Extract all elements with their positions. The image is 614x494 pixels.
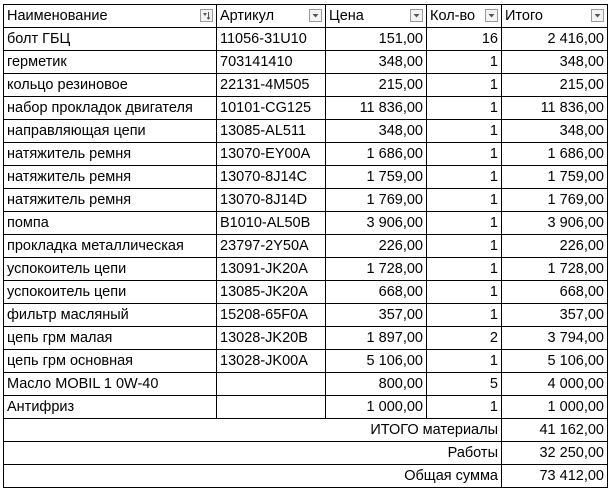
cell-total[interactable]: 226,00 xyxy=(502,235,608,258)
cell-price[interactable]: 1 759,00 xyxy=(326,166,427,189)
cell-article[interactable]: 13091-JK20A xyxy=(217,258,326,281)
cell-total[interactable]: 348,00 xyxy=(502,51,608,74)
cell-article[interactable] xyxy=(217,396,326,419)
cell-name[interactable]: прокладка металлическая xyxy=(4,235,217,258)
cell-name[interactable]: болт ГБЦ xyxy=(4,28,217,51)
cell-article[interactable]: 10101-CG125 xyxy=(217,97,326,120)
cell-total[interactable]: 5 106,00 xyxy=(502,350,608,373)
cell-name[interactable]: успокоитель цепи xyxy=(4,281,217,304)
cell-name[interactable]: помпа xyxy=(4,212,217,235)
cell-total[interactable]: 1 000,00 xyxy=(502,396,608,419)
table-row xyxy=(4,143,608,166)
cell-qty[interactable]: 1 xyxy=(427,396,502,419)
cell-name[interactable]: натяжитель ремня xyxy=(4,166,217,189)
cell-total[interactable]: 3 794,00 xyxy=(502,327,608,350)
cell-qty[interactable]: 1 xyxy=(427,74,502,97)
cell-total[interactable]: 357,00 xyxy=(502,304,608,327)
cell-name[interactable]: герметик xyxy=(4,51,217,74)
cell-total[interactable]: 348,00 xyxy=(502,120,608,143)
cell-total[interactable]: 1 759,00 xyxy=(502,166,608,189)
cell-price[interactable]: 348,00 xyxy=(326,120,427,143)
header-qty-label: Кол-во xyxy=(430,8,476,24)
cell-price[interactable]: 226,00 xyxy=(326,235,427,258)
cell-name[interactable]: кольцо резиновое xyxy=(4,74,217,97)
cell-price[interactable]: 151,00 xyxy=(326,28,427,51)
header-total[interactable] xyxy=(502,5,608,28)
cell-article[interactable]: 13070-8J14C xyxy=(217,166,326,189)
cell-total[interactable]: 1 769,00 xyxy=(502,189,608,212)
cell-qty[interactable]: 1 xyxy=(427,51,502,74)
cell-name[interactable]: натяжитель ремня xyxy=(4,143,217,166)
cell-price[interactable]: 1 897,00 xyxy=(326,327,427,350)
cell-article[interactable]: 13070-8J14D xyxy=(217,189,326,212)
summary-value[interactable]: 41 162,00 xyxy=(502,419,608,442)
cell-qty[interactable]: 1 xyxy=(427,281,502,304)
header-price[interactable] xyxy=(326,5,427,28)
cell-name[interactable]: цепь грм малая xyxy=(4,327,217,350)
cell-article[interactable] xyxy=(217,373,326,396)
header-name-label: Наименование xyxy=(7,8,108,24)
summary-value[interactable]: 32 250,00 xyxy=(502,442,608,465)
table-row xyxy=(4,396,608,419)
cell-price[interactable]: 357,00 xyxy=(326,304,427,327)
cell-qty[interactable]: 5 xyxy=(427,373,502,396)
header-name[interactable] xyxy=(4,5,217,28)
table-row xyxy=(4,166,608,189)
summary-value[interactable]: 73 412,00 xyxy=(502,465,608,488)
cell-qty[interactable]: 2 xyxy=(427,327,502,350)
summary-row xyxy=(4,419,608,442)
cell-qty[interactable]: 1 xyxy=(427,189,502,212)
table-row xyxy=(4,28,608,51)
filter-dropdown-icon[interactable] xyxy=(410,9,423,22)
sort-ascending-filter-icon[interactable] xyxy=(200,9,213,22)
cell-price[interactable]: 1 728,00 xyxy=(326,258,427,281)
cell-total[interactable]: 668,00 xyxy=(502,281,608,304)
filter-dropdown-icon[interactable] xyxy=(309,9,322,22)
filter-dropdown-icon[interactable] xyxy=(591,9,604,22)
cell-article[interactable]: 13028-JK00A xyxy=(217,350,326,373)
summary-row xyxy=(4,465,608,488)
header-qty[interactable] xyxy=(427,5,502,28)
cell-price[interactable]: 800,00 xyxy=(326,373,427,396)
cell-name[interactable]: фильтр масляный xyxy=(4,304,217,327)
cell-article[interactable]: 11056-31U10 xyxy=(217,28,326,51)
cell-total[interactable]: 2 416,00 xyxy=(502,28,608,51)
table-row xyxy=(4,304,608,327)
cell-article[interactable]: 22131-4M505 xyxy=(217,74,326,97)
cell-total[interactable]: 1 686,00 xyxy=(502,143,608,166)
table-row xyxy=(4,258,608,281)
table-row xyxy=(4,235,608,258)
cell-price[interactable]: 1 769,00 xyxy=(326,189,427,212)
summary-row xyxy=(4,442,608,465)
cell-price[interactable]: 1 686,00 xyxy=(326,143,427,166)
cell-name[interactable]: Масло MOBIL 1 0W-40 xyxy=(4,373,217,396)
summary-label[interactable]: Общая сумма xyxy=(4,465,502,488)
cell-price[interactable]: 3 906,00 xyxy=(326,212,427,235)
cell-price[interactable]: 215,00 xyxy=(326,74,427,97)
filter-dropdown-icon[interactable] xyxy=(485,9,498,22)
cell-article[interactable]: 13085-AL511 xyxy=(217,120,326,143)
header-total-label: Итого xyxy=(505,8,543,24)
cell-name[interactable]: натяжитель ремня xyxy=(4,189,217,212)
cell-qty[interactable]: 1 xyxy=(427,212,502,235)
header-price-label: Цена xyxy=(329,8,364,24)
cell-article[interactable]: 23797-2Y50A xyxy=(217,235,326,258)
cell-qty[interactable]: 1 xyxy=(427,120,502,143)
cell-price[interactable]: 1 000,00 xyxy=(326,396,427,419)
summary-label[interactable]: Работы xyxy=(4,442,502,465)
summary-label[interactable]: ИТОГО материалы xyxy=(4,419,502,442)
table-row xyxy=(4,327,608,350)
cell-qty[interactable]: 16 xyxy=(427,28,502,51)
cell-article[interactable]: 13085-JK20A xyxy=(217,281,326,304)
header-article-label: Артикул xyxy=(220,8,275,24)
parts-table xyxy=(3,4,608,488)
cell-qty[interactable]: 1 xyxy=(427,166,502,189)
table-row xyxy=(4,281,608,304)
table-row xyxy=(4,189,608,212)
header-article[interactable] xyxy=(217,5,326,28)
cell-total[interactable]: 3 906,00 xyxy=(502,212,608,235)
table-body xyxy=(4,28,608,488)
cell-total[interactable]: 1 728,00 xyxy=(502,258,608,281)
cell-price[interactable]: 668,00 xyxy=(326,281,427,304)
cell-qty[interactable]: 1 xyxy=(427,258,502,281)
table-row xyxy=(4,120,608,143)
table-row xyxy=(4,212,608,235)
cell-qty[interactable]: 1 xyxy=(427,304,502,327)
cell-article[interactable]: 703141410 xyxy=(217,51,326,74)
table-row xyxy=(4,74,608,97)
cell-qty[interactable]: 1 xyxy=(427,235,502,258)
cell-price[interactable]: 5 106,00 xyxy=(326,350,427,373)
cell-qty[interactable]: 1 xyxy=(427,97,502,120)
table-row xyxy=(4,51,608,74)
cell-qty[interactable]: 1 xyxy=(427,350,502,373)
cell-name[interactable]: набор прокладок двигателя xyxy=(4,97,217,120)
cell-price[interactable]: 348,00 xyxy=(326,51,427,74)
cell-name[interactable]: направляющая цепи xyxy=(4,120,217,143)
cell-total[interactable]: 4 000,00 xyxy=(502,373,608,396)
cell-article[interactable]: 13070-EY00A xyxy=(217,143,326,166)
cell-total[interactable]: 11 836,00 xyxy=(502,97,608,120)
cell-name[interactable]: цепь грм основная xyxy=(4,350,217,373)
table-row xyxy=(4,350,608,373)
cell-name[interactable]: Антифриз xyxy=(4,396,217,419)
header-row xyxy=(4,5,608,28)
table-row xyxy=(4,373,608,396)
cell-qty[interactable]: 1 xyxy=(427,143,502,166)
cell-article[interactable]: 13028-JK20B xyxy=(217,327,326,350)
cell-article[interactable]: 15208-65F0A xyxy=(217,304,326,327)
cell-name[interactable]: успокоитель цепи xyxy=(4,258,217,281)
table-row xyxy=(4,97,608,120)
cell-price[interactable]: 11 836,00 xyxy=(326,97,427,120)
cell-article[interactable]: B1010-AL50B xyxy=(217,212,326,235)
cell-total[interactable]: 215,00 xyxy=(502,74,608,97)
